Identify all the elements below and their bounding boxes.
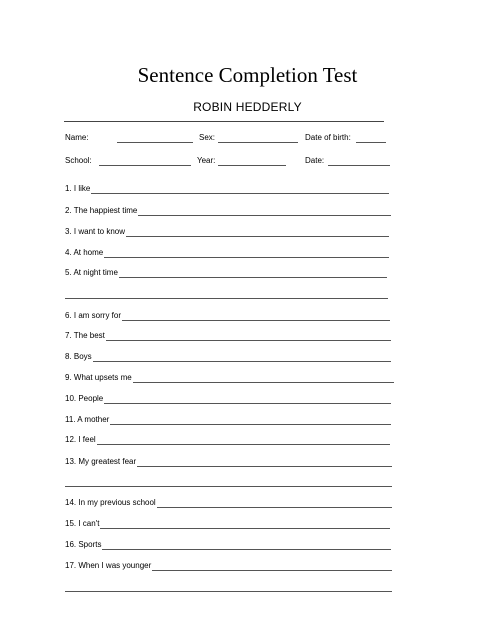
answer-line[interactable]	[152, 562, 392, 571]
list-item	[65, 394, 391, 404]
item-label: 7. The best	[65, 331, 105, 340]
answer-line[interactable]	[137, 458, 392, 467]
list-item	[65, 561, 392, 571]
name-field[interactable]	[117, 142, 193, 143]
year-field[interactable]	[218, 165, 286, 166]
document-author: ROBIN HEDDERLY	[193, 100, 302, 114]
sex-field[interactable]	[218, 142, 298, 143]
item-label: 1. I like	[65, 184, 91, 193]
date-label: Date:	[305, 156, 325, 165]
year-label: Year:	[197, 156, 216, 165]
sex-label: Sex:	[199, 133, 216, 142]
document-title: Sentence Completion Test	[137, 63, 358, 87]
answer-line[interactable]	[138, 207, 391, 216]
item-label: 12. I feel	[65, 435, 96, 444]
name-label: Name:	[65, 133, 89, 142]
answer-continuation-line[interactable]	[65, 298, 388, 299]
list-item	[65, 519, 390, 529]
item-label: 11. A mother	[65, 415, 110, 424]
list-item	[65, 227, 389, 237]
list-item	[65, 498, 392, 508]
item-label: 17. When I was younger	[65, 561, 152, 570]
date-of-birth-label: Date of birth:	[305, 133, 351, 142]
answer-line[interactable]	[110, 416, 391, 425]
list-item	[65, 352, 391, 362]
answer-line[interactable]	[126, 228, 389, 237]
item-label: 6. I am sorry for	[65, 311, 122, 320]
list-item	[65, 268, 387, 278]
list-item	[65, 435, 390, 445]
item-label: 4. At home	[65, 248, 104, 257]
answer-line[interactable]	[91, 185, 389, 194]
date-field[interactable]	[328, 165, 390, 166]
list-item	[65, 248, 389, 258]
list-item	[65, 311, 390, 321]
school-field[interactable]	[99, 165, 191, 166]
list-item	[65, 206, 391, 216]
item-label: 10. People	[65, 394, 104, 403]
item-label: 8. Boys	[65, 352, 92, 361]
answer-line[interactable]	[157, 499, 392, 508]
list-item	[65, 184, 389, 194]
list-item	[65, 415, 391, 425]
answer-line[interactable]	[93, 353, 391, 362]
answer-line[interactable]	[100, 520, 390, 529]
item-label: 3. I want to know	[65, 227, 126, 236]
answer-line[interactable]	[122, 312, 390, 321]
answer-line[interactable]	[106, 332, 391, 341]
item-label: 5. At night time	[65, 268, 118, 277]
item-label: 9. What upsets me	[65, 373, 132, 382]
answer-line[interactable]	[97, 436, 390, 445]
answer-line[interactable]	[133, 374, 394, 383]
answer-continuation-line[interactable]	[65, 486, 392, 487]
date-of-birth-field[interactable]	[356, 142, 386, 143]
school-label: School:	[65, 156, 92, 165]
item-label: 2. The happiest time	[65, 206, 138, 215]
answer-line[interactable]	[104, 395, 391, 404]
item-label: 14. In my previous school	[65, 498, 156, 507]
item-label: 13. My greatest fear	[65, 457, 137, 466]
answer-line[interactable]	[102, 541, 391, 550]
list-item	[65, 540, 391, 550]
list-item	[65, 331, 391, 341]
header-rule	[64, 121, 384, 122]
list-item	[65, 457, 392, 467]
answer-line[interactable]	[119, 269, 387, 278]
item-label: 15. I can't	[65, 519, 100, 528]
answer-continuation-line[interactable]	[65, 591, 392, 592]
list-item	[65, 373, 394, 383]
item-label: 16. Sports	[65, 540, 102, 549]
answer-line[interactable]	[104, 249, 389, 258]
